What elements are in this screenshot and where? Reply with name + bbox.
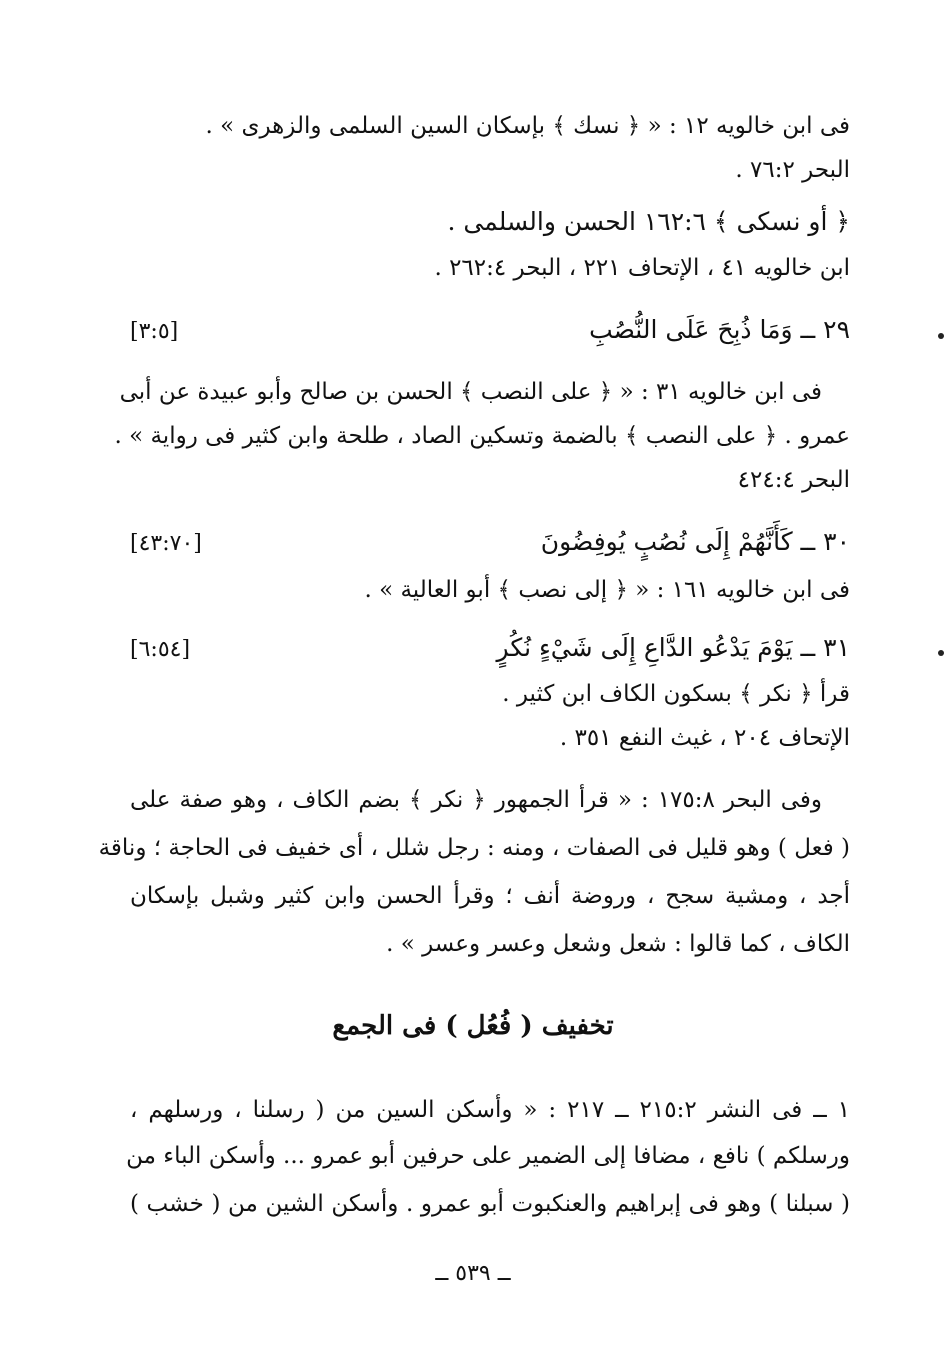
text-line: فى ابن خالويه ١٢ : « ﴿ نسك ﴾ بإسكان السين السلمى والزهرى » . (205, 113, 850, 139)
verse-reference-30: [٤٣:٧٠] (130, 531, 202, 556)
text-line: ١ ــ فى النشر ٢١٥:٢ ــ ٢١٧ : « وأسكن السين من ( رسلنا ، ورسلهم ، (130, 1097, 851, 1123)
text-line: قرأ ﴿ نكر ﴾ بسكون الكاف ابن كثير . (502, 681, 850, 707)
section-heading: تخفيف ( فُعُل ) فى الجمع (332, 1011, 614, 1041)
text-line: الإتحاف ٢٠٤ ، غيث النفع ٣٥١ . (559, 725, 850, 751)
verse-reference-29: [٣:٥] (130, 319, 179, 344)
text-line: البحر ٤٢٤:٤ (737, 467, 850, 493)
text-line: عمرو . ﴿ على النصب ﴾ بالضمة وتسكين الصاد ، طلحة وابن كثير فى رواية » . (114, 423, 850, 449)
text-line: ( سبلنا ) وهو فى إبراهيم والعنكبوت أبو عمرو . وأسكن الشين من ( خشب ) (130, 1191, 850, 1217)
quran-verse-30: ٣٠ ــ كَأَنَّهُمْ إِلَى نُصُبٍ يُوفِضُونَ (540, 527, 850, 556)
margin-dot-icon (938, 650, 944, 656)
text-line: ﴿ أو نسكى ﴾ ١٦٢:٦ الحسن والسلمى . (447, 207, 850, 236)
text-line: ابن خالويه ٤١ ، الإتحاف ٢٢١ ، البحر ٢٦٢:٤ . (434, 255, 850, 281)
text-line: ورسلكم ) نافع ، مضافا إلى الضمير على حرفين أبو عمرو ... وأسكن الباء من (126, 1143, 850, 1169)
text-line: أجد ، ومشية سجح ، وروضة أنف ؛ وقرأ الحسن وابن كثير وشبل بإسكان (130, 883, 850, 909)
text-line: فى ابن خالويه ٣١ : « ﴿ على النصب ﴾ الحسن بن صالح وأبو عبيدة عن أبى (119, 379, 822, 405)
margin-dot-icon (938, 333, 944, 339)
text-line: البحر ٧٦:٢ . (735, 157, 850, 183)
text-line: الكاف ، كما قالوا : شعل وشعل وعسر وعسر » . (386, 931, 850, 957)
text-line: وفى البحر ١٧٥:٨ : « قرأ الجمهور ﴿ نكر ﴾ بضم الكاف ، وهو صفة على (130, 787, 822, 813)
text-line: فى ابن خالويه ١٦١ : « ﴿ إلى نصب ﴾ أبو العالية » . (364, 577, 850, 603)
page-number: ــ ٥٣٩ ــ (435, 1261, 511, 1286)
verse-reference-31: [٦:٥٤] (130, 637, 191, 662)
quran-verse-31: ٣١ ــ يَوْمَ يَدْعُو الدَّاعِ إِلَى شَيْءٍ نُكُرٍ (496, 633, 850, 662)
text-line: ( فعل ) وهو قليل فى الصفات ، ومنه : رجل شلل ، أى خفيف فى الحاجة ؛ وناقة (98, 835, 850, 861)
quran-verse-29: ٢٩ ــ وَمَا ذُبِحَ عَلَى النُّصُبِ (589, 315, 850, 344)
